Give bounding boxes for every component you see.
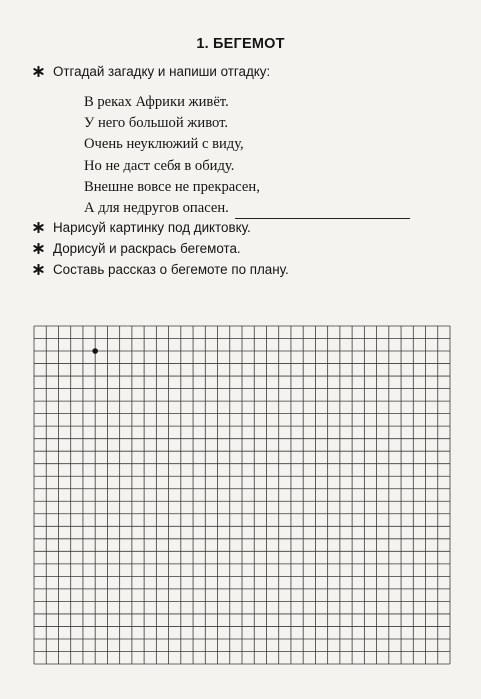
drawing-grid[interactable]: [33, 325, 451, 665]
task-text: Составь рассказ о бегемоте по плану.: [53, 262, 289, 277]
riddle-line: Внешне вовсе не прекрасен,: [84, 178, 260, 195]
task-text: Нарисуй картинку под диктовку.: [53, 220, 251, 235]
riddle-line: В реках Африки живёт.: [84, 94, 229, 110]
task-compose-story: [33, 262, 289, 277]
page-title: 1. БЕГЕМОТ: [196, 36, 285, 52]
asterisk-icon: [33, 243, 44, 254]
asterisk-icon: [33, 264, 44, 275]
riddle-line: Очень неуклюжий с виду,: [84, 136, 244, 153]
task-guess-riddle: [33, 64, 270, 79]
riddle-line: У него большой живот.: [84, 115, 229, 132]
riddle-line: А для недругов опасен.: [84, 200, 229, 217]
graph-paper-grid[interactable]: [33, 325, 451, 665]
task-color-hippo: [33, 241, 241, 256]
asterisk-icon: [33, 66, 44, 77]
task-text: Дорисуй и раскрась бегемота.: [53, 241, 241, 256]
asterisk-icon: [33, 222, 44, 233]
answer-field[interactable]: [235, 204, 410, 219]
riddle-poem: [84, 92, 410, 219]
riddle-last-line: [84, 198, 410, 219]
start-dot-icon: [92, 348, 98, 354]
riddle-line: Но не даст себя в обиду.: [84, 157, 235, 174]
task-draw-dictation: [33, 220, 251, 235]
task-text: Отгадай загадку и напиши отгадку:: [53, 64, 271, 79]
